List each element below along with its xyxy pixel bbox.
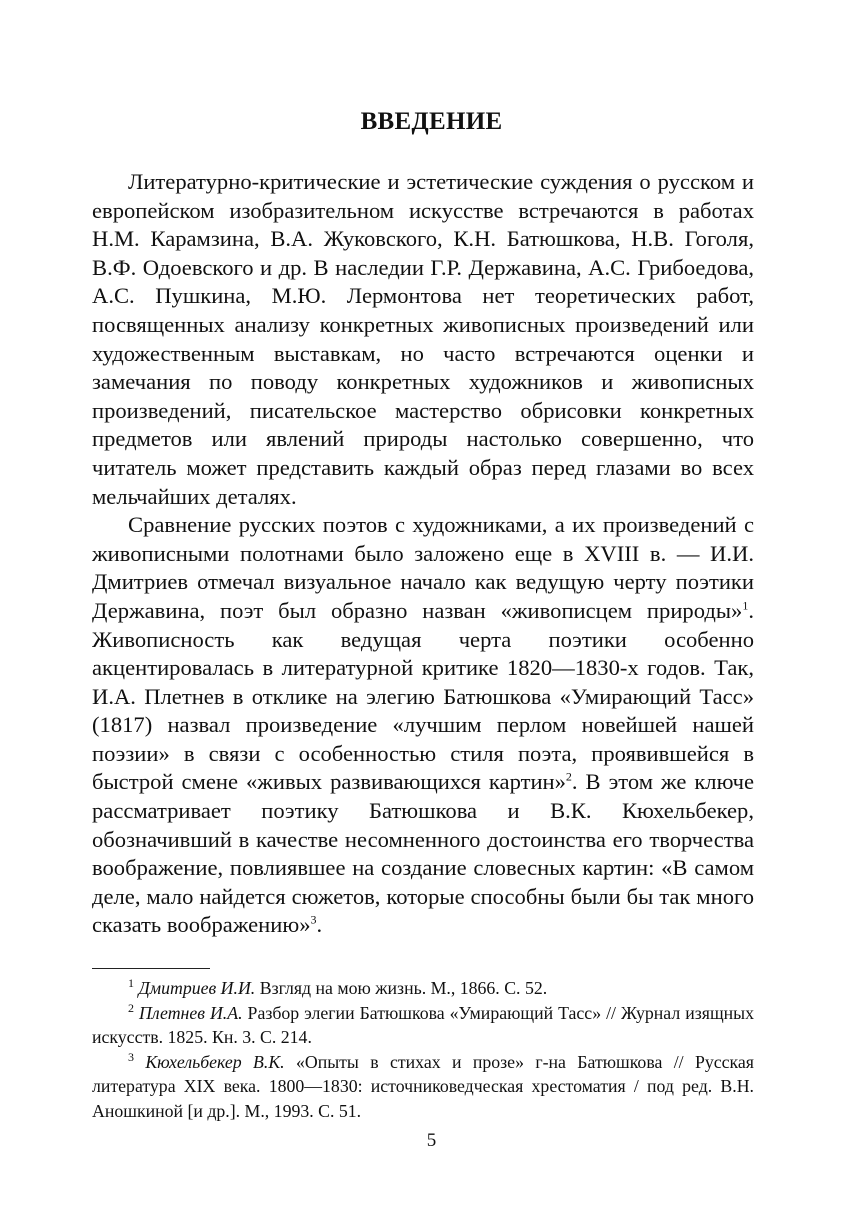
footnote-2-text: Разбор элегии Батюшкова «Умирающий Тасс» // Журнал изящных искусств. 1825. Кн. 3. С. 214.	[92, 1002, 754, 1048]
footnote-1-author: Дмитриев И.И.	[138, 978, 256, 998]
footnote-ref-1[interactable]: 1	[742, 598, 749, 613]
footnote-1	[92, 976, 754, 1001]
page-title: ВВЕДЕНИЕ	[360, 108, 503, 135]
paragraph-2-part-4: .	[316, 912, 323, 938]
footnote-ref-2[interactable]: 2	[565, 769, 572, 784]
footnotes	[92, 976, 754, 1124]
footnote-3	[92, 1050, 754, 1124]
paragraph-2	[92, 511, 754, 940]
footnote-divider	[92, 968, 210, 969]
footnote-3-number: 3	[128, 1049, 134, 1064]
main-text	[92, 168, 754, 940]
footnote-2-author: Плетнев И.А.	[139, 1002, 243, 1023]
paragraph-1: Литературно-критические и эстетические суждения о русском и европейском изобразительном искусстве встречаются в работах Н.М. Карамзина, В.А. Жуковского, К.Н. Батюшкова, Н.В. Гоголя, В.Ф. Одоевского и др. В наследии Г.Р. Державина, А.С. Грибоедова, А.С. Пушкина, М.Ю. Лермонтова нет теоретических работ, посвященных анализу конкретных живописных произведений или художественным выставкам, но часто встречаются оценки и замечания по поводу конкретных художников и живописных произведений, писательское мастерство обрисовки конкретных предметов или явлений природы настолько совершенно, что читатель может представить каждый образ перед глазами во всех мельчайших деталях.	[92, 169, 754, 509]
footnote-3-author: Кюхельбекер В.К.	[145, 1051, 285, 1072]
paragraph-2-part-3: . В этом же ключе рассматривает поэтику Батюшкова и В.К. Кюхельбекер, обозначивший в качестве несомненного достоинства его творчества воображение, повлиявшее на создание словесных картин: «В самом деле, мало найдется сюжетов, которые способны были бы так много сказать воображению»	[92, 769, 754, 938]
footnote-1-text: Взгляд на мою жизнь. М., 1866. С. 52.	[255, 978, 548, 998]
footnote-ref-3[interactable]: 3	[310, 912, 317, 927]
paragraph-2-part-1: Сравнение русских поэтов с художниками, а их произведений с живописными полотнами было заложено еще в XVIII в. — И.И. Дмитриев отмечал визуальное начало как ведущую черту поэтики Державина, поэт был образно назван «живописцем природы»	[92, 512, 754, 623]
page-number: 5	[426, 1130, 437, 1151]
footnote-2-number: 2	[128, 1000, 134, 1015]
footnote-3-text: «Опыты в стихах и прозе» г-на Батюшкова // Русская литература XIX века. 1800—1830: источниковедческая хрестоматия / под ред. В.Н. Аношкиной [и др.]. М., 1993. С. 51.	[92, 1051, 754, 1121]
paragraph-2-part-2: . Живописность как ведущая черта поэтики особенно акцентировалась в литературной критике 1820—1830-х годов. Так, И.А. Плетнев в отклике на элегию Батюшкова «Умирающий Тасс» (1817) назвал произведение «лучшим перлом новейшей нашей поэзии» в связи с особенностью стиля поэта, проявившейся в быстрой смене «живых развивающихся картин»	[92, 597, 754, 795]
footnote-1-number: 1	[128, 976, 134, 991]
footnote-2	[92, 1001, 754, 1050]
